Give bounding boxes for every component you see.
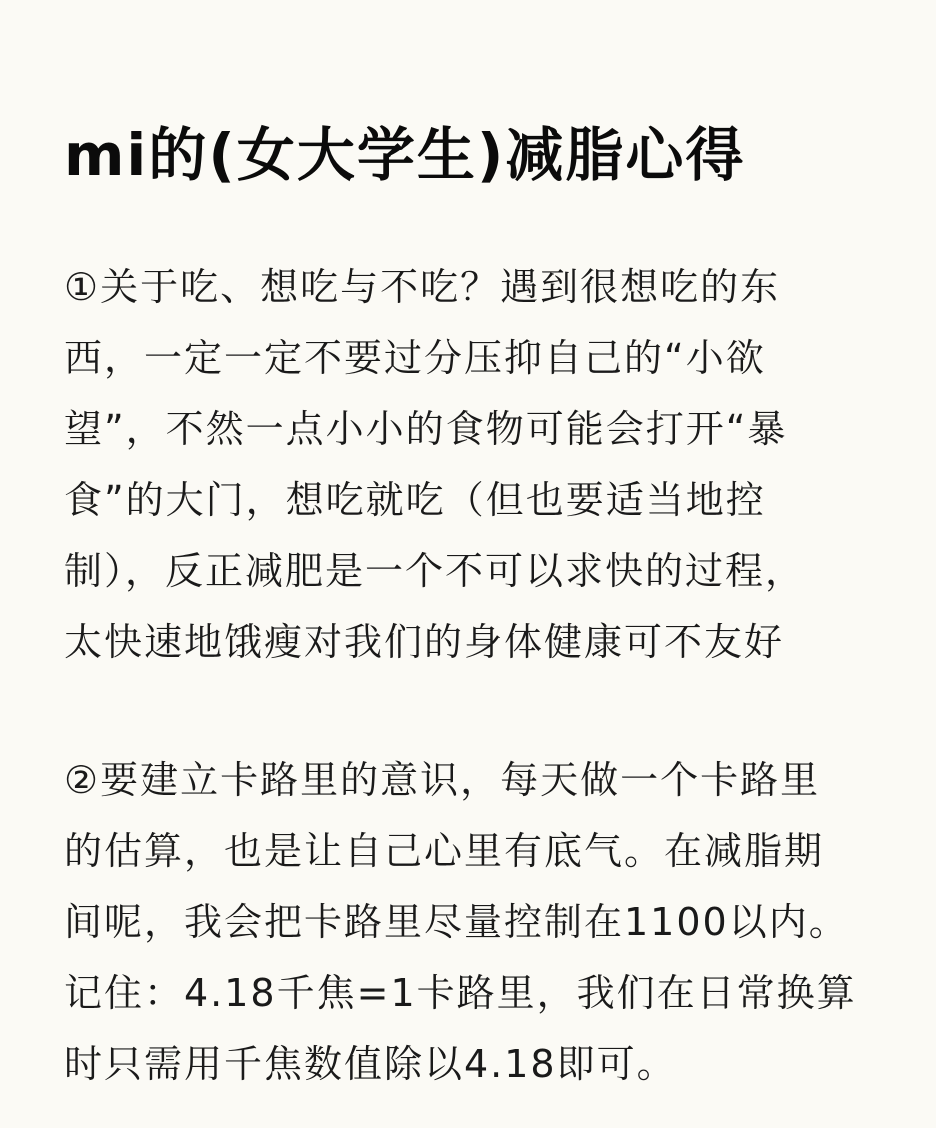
paragraph-line: 望”，不然一点小小的食物可能会打开“暴 [64, 407, 788, 451]
page-title: mi的(女大学生)减脂心得 [64, 121, 746, 189]
paragraph-line: ①关于吃、想吃与不吃？遇到很想吃的东 [64, 265, 781, 309]
paragraph-line: 西，一定一定不要过分压抑自己的“小欲 [64, 336, 766, 380]
paragraph-line: 记住：4.18千焦=1卡路里，我们在日常换算 [64, 971, 857, 1015]
paragraph-calorie-awareness [64, 745, 864, 1100]
paragraph-line: 的估算，也是让自己心里有底气。在减脂期 [64, 829, 825, 873]
paragraph-eating-desire [64, 252, 864, 678]
paragraph-line: 制），反正减肥是一个不可以求快的过程， [64, 549, 806, 593]
paragraph-line: 太快速地饿瘦对我们的身体健康可不友好 [64, 620, 785, 664]
paragraph-line: ②要建立卡路里的意识，每天做一个卡路里 [64, 758, 821, 802]
paragraph-line: 食”的大门，想吃就吃（但也要适当地控 [64, 478, 766, 522]
paragraph-line: 时只需用千焦数值除以4.18即可。 [64, 1042, 677, 1086]
paragraph-line: 间呢，我会把卡路里尽量控制在1100以内。 [64, 900, 849, 944]
